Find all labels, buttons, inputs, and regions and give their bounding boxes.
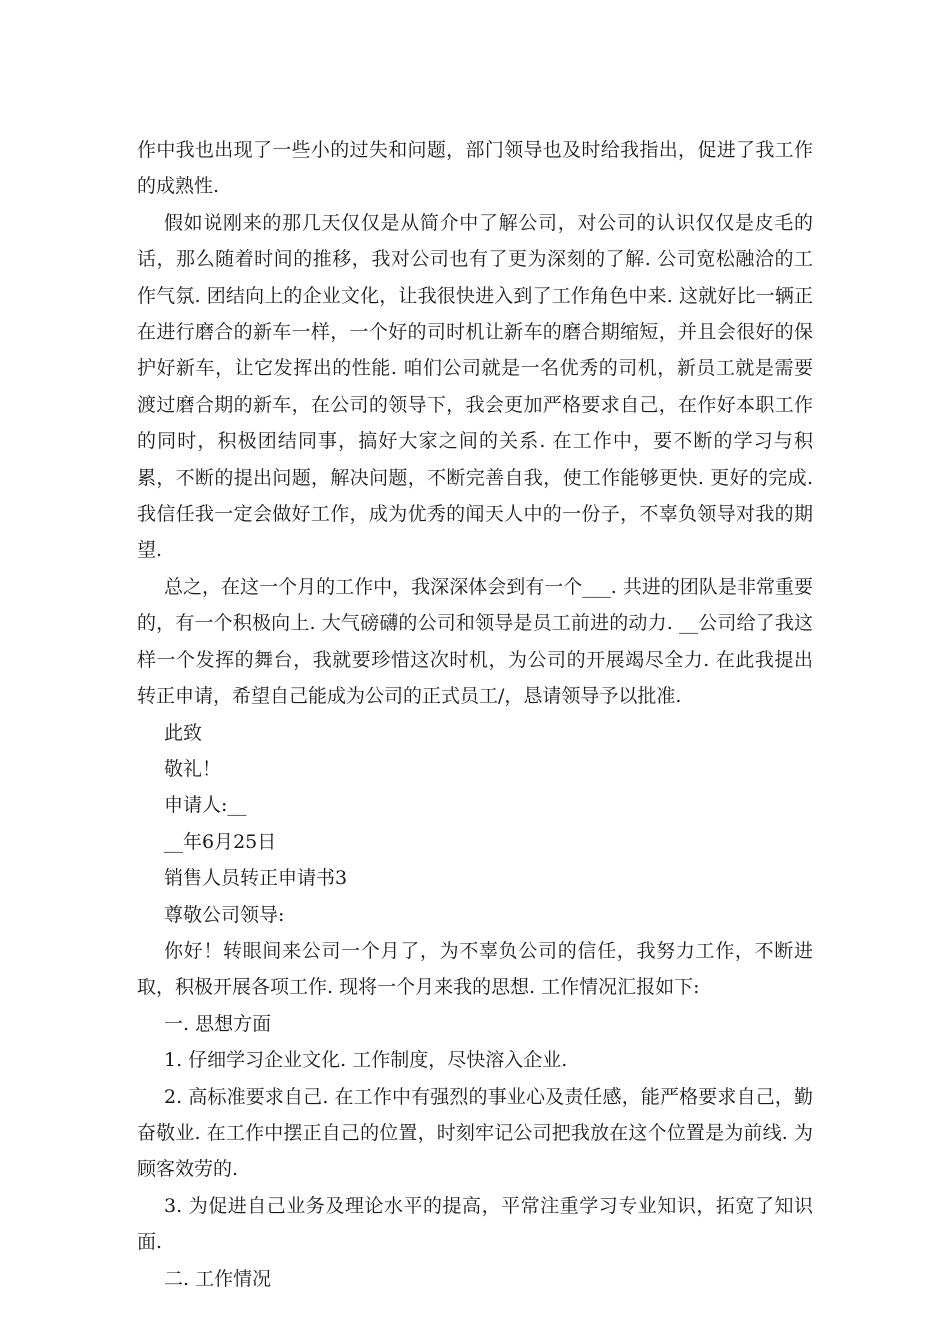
document-body — [137, 132, 813, 1297]
paragraph-3: 总之，在这一个月的工作中，我深深体会到有一个___. 共进的团队是非常重要的，有一个积极向上. 大气磅礴的公司和领导是员工前进的动力. __公司给了我这样一个发挥的舞台，我就要珍惜这次时机，为公司的开展竭尽全力. 在此我提出转正申请，希望自己能成为公司的正式员工/，恳请领导予以批准. — [137, 575, 813, 708]
heading-work: 二. 工作情况 — [164, 1267, 272, 1290]
list-item-3: 3. 为促进自己业务及理论水平的提高，平常注重学习专业知识，拓宽了知识面. — [137, 1194, 813, 1254]
intro-paragraph: 你好！转眼间来公司一个月了，为不辜负公司的信任，我努力工作，不断进取，积极开展各项工作. 现将一个月来我的思想. 工作情况汇报如下: — [137, 939, 813, 999]
paragraph-2: 假如说刚来的那几天仅仅是从简介中了解公司，对公司的认识仅仅是皮毛的话，那么随着时间的推移，我对公司也有了更为深刻的了解. 公司宽松融洽的工作气氛. 团结向上的企业文化，让我很快进入到了工作角色中来. 这就好比一辆正在进行磨合的新车一样，一个好的司时机让新车的磨合期缩短，并且会很好的保护好新车，让它发挥出的性能. 咱们公司就是一名优秀的司机，新员工就是需要渡过磨合期的新车，在公司的领导下，我会更加严格要求自己，在作好本职工作的同时，积极团结同事，搞好大家之间的关系. 在工作中，要不断的学习与积累，不断的提出问题，解决问题，不断完善自我，使工作能够更快. 更好的完成. 我信任我一定会做好工作，成为优秀的闻天人中的一份子，不辜负领导对我的期望. — [137, 211, 813, 562]
applicant-line: 申请人:__ — [164, 794, 247, 817]
list-item-1: 1. 仔细学习企业文化. 工作制度，尽快溶入企业. — [164, 1049, 568, 1072]
paragraph-1: 作中我也出现了一些小的过失和问题，部门领导也及时给我指出，促进了我工作的成熟性. — [137, 139, 813, 198]
section-title: 销售人员转正申请书3 — [164, 867, 348, 890]
list-item-2: 2. 高标准要求自己. 在工作中有强烈的事业心及责任感，能严格要求自己，勤奋敬业. 在工作中摆正自己的位置，时刻牢记公司把我放在这个位置是为前线. 为顾客效劳的. — [137, 1085, 813, 1181]
closing-regards: 敬礼！ — [164, 757, 222, 780]
closing-salutation: 此致 — [164, 721, 203, 744]
greeting: 尊敬公司领导: — [164, 903, 285, 926]
date-line: __年6月25日 — [164, 830, 277, 853]
heading-thoughts: 一. 思想方面 — [164, 1012, 272, 1035]
